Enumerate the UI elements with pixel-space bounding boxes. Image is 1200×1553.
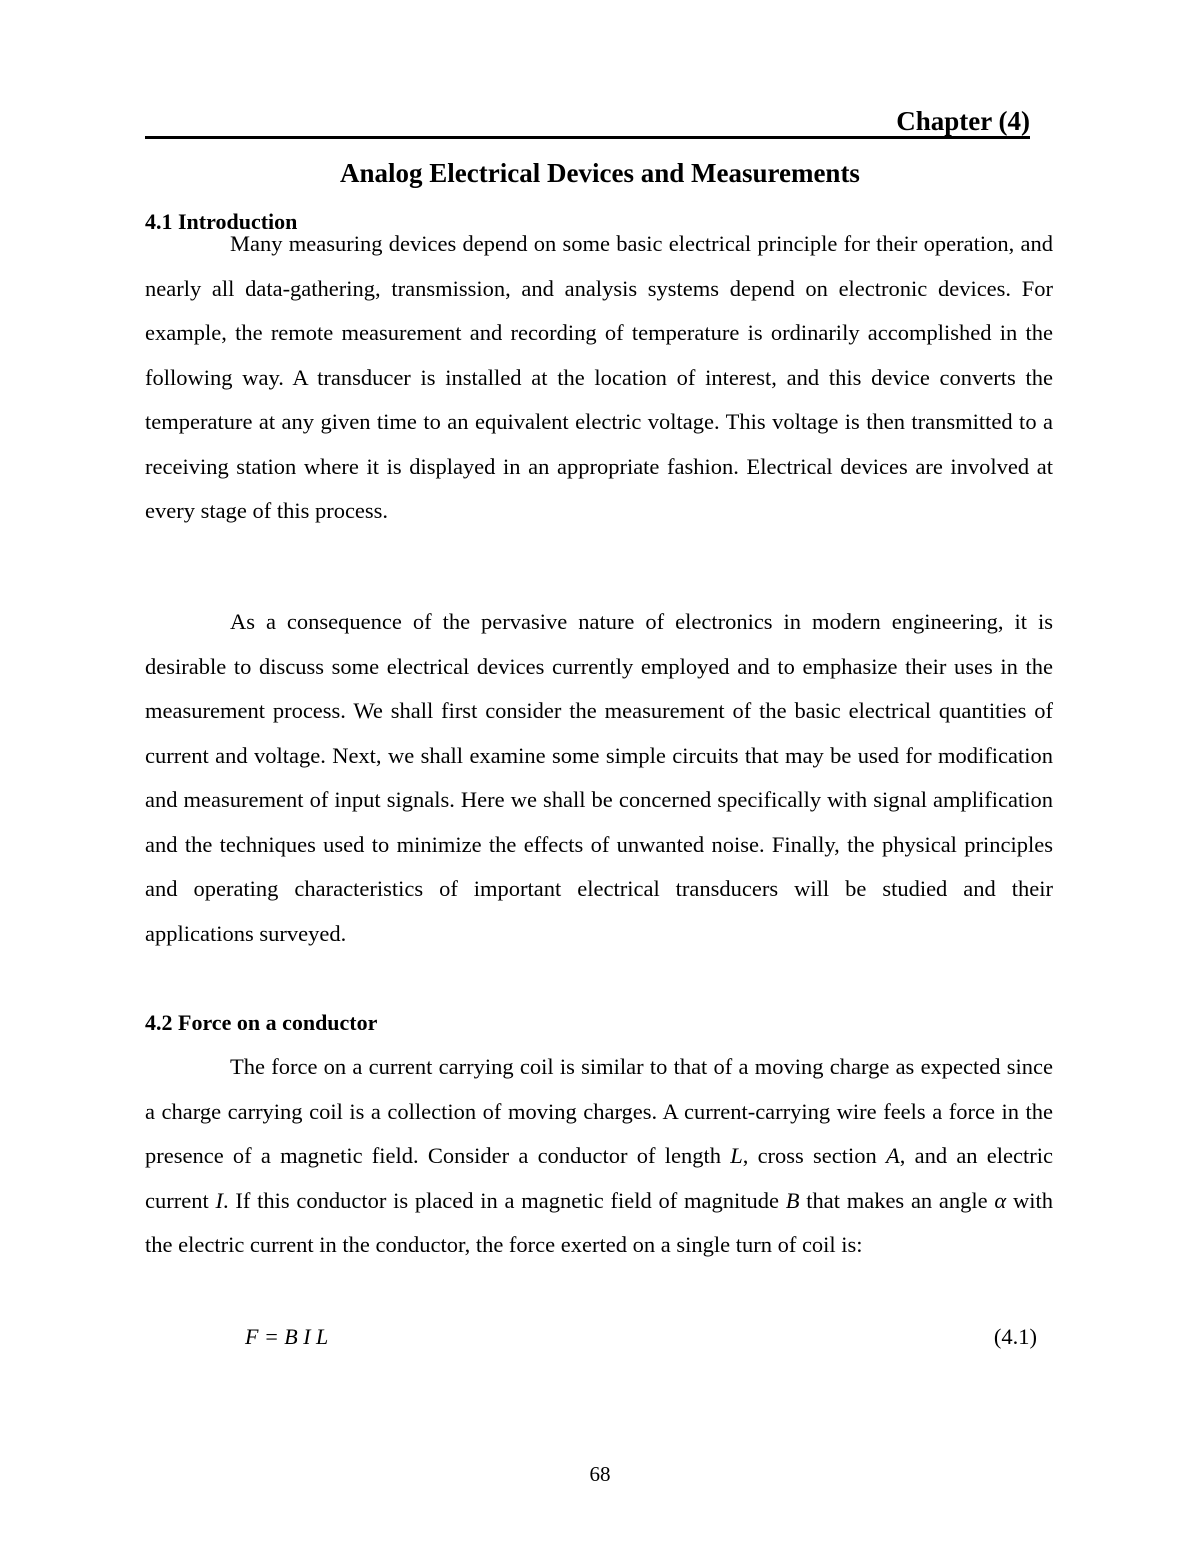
force-text-5: that makes an angle — [799, 1187, 995, 1213]
section-heading-4-1: 4.1 Introduction — [145, 209, 298, 234]
symbol-length: L — [730, 1143, 743, 1168]
equation-formula: F = B I L — [245, 1324, 329, 1349]
page-number: 68 — [589, 1462, 611, 1486]
page-title: Analog Electrical Devices and Measurements — [340, 158, 860, 188]
symbol-area: A — [886, 1143, 900, 1168]
force-text-1: The force on a current carrying coil is similar to that of a moving charge as expected since a charge carrying coil is a collection of moving charges. A current-carrying wire feels a force in the presence of a magnetic field. Consider a conductor of length — [145, 1054, 1053, 1168]
equation-number: (4.1) — [993, 1324, 1037, 1349]
section-heading-4-2: 4.2 Force on a conductor — [145, 1010, 378, 1035]
chapter-label: Chapter (4) — [896, 106, 1030, 136]
symbol-current: I — [215, 1187, 223, 1213]
force-text-6: with the electric current in the conductor, the force exerted on a single turn of coil is: — [145, 1187, 1053, 1257]
symbol-angle: α — [994, 1187, 1007, 1213]
force-paragraph — [145, 1045, 1053, 1268]
symbol-field: B — [785, 1187, 800, 1213]
force-text-2: , cross section — [742, 1143, 886, 1168]
force-text-4: . If this conductor is placed in a magnetic field of magnitude — [222, 1187, 786, 1213]
intro-paragraph-2: As a consequence of the pervasive nature of electronics in modern engineering, it is desirable to discuss some electrical devices currently employed and to emphasize their uses in the measurement process. We shall first consider the measurement of the basic electrical quantities of current and voltage. Next, we shall examine some simple circuits that may be used for modification and measurement of input signals. Here we shall be concerned specifically with signal amplification and the techniques used to minimize the effects of unwanted noise. Finally, the physical principles and operating characteristics of important electrical transducers will be studied and their applications surveyed. — [145, 609, 1053, 946]
force-text-3: , and an electric current — [145, 1143, 1053, 1213]
intro-paragraph-1: Many measuring devices depend on some basic electrical principle for their operation, and nearly all data-gathering, transmission, and analysis systems depend on electronic devices. For example, the remote measurement and recording of temperature is ordinarily accomplished in the following way. A transducer is installed at the location of interest, and this device converts the temperature at any given time to an equivalent electric voltage. This voltage is then transmitted to a receiving station where it is displayed in an appropriate fashion. Electrical devices are involved at every stage of this process. — [145, 231, 1053, 523]
chapter-header-rule — [145, 104, 1030, 139]
